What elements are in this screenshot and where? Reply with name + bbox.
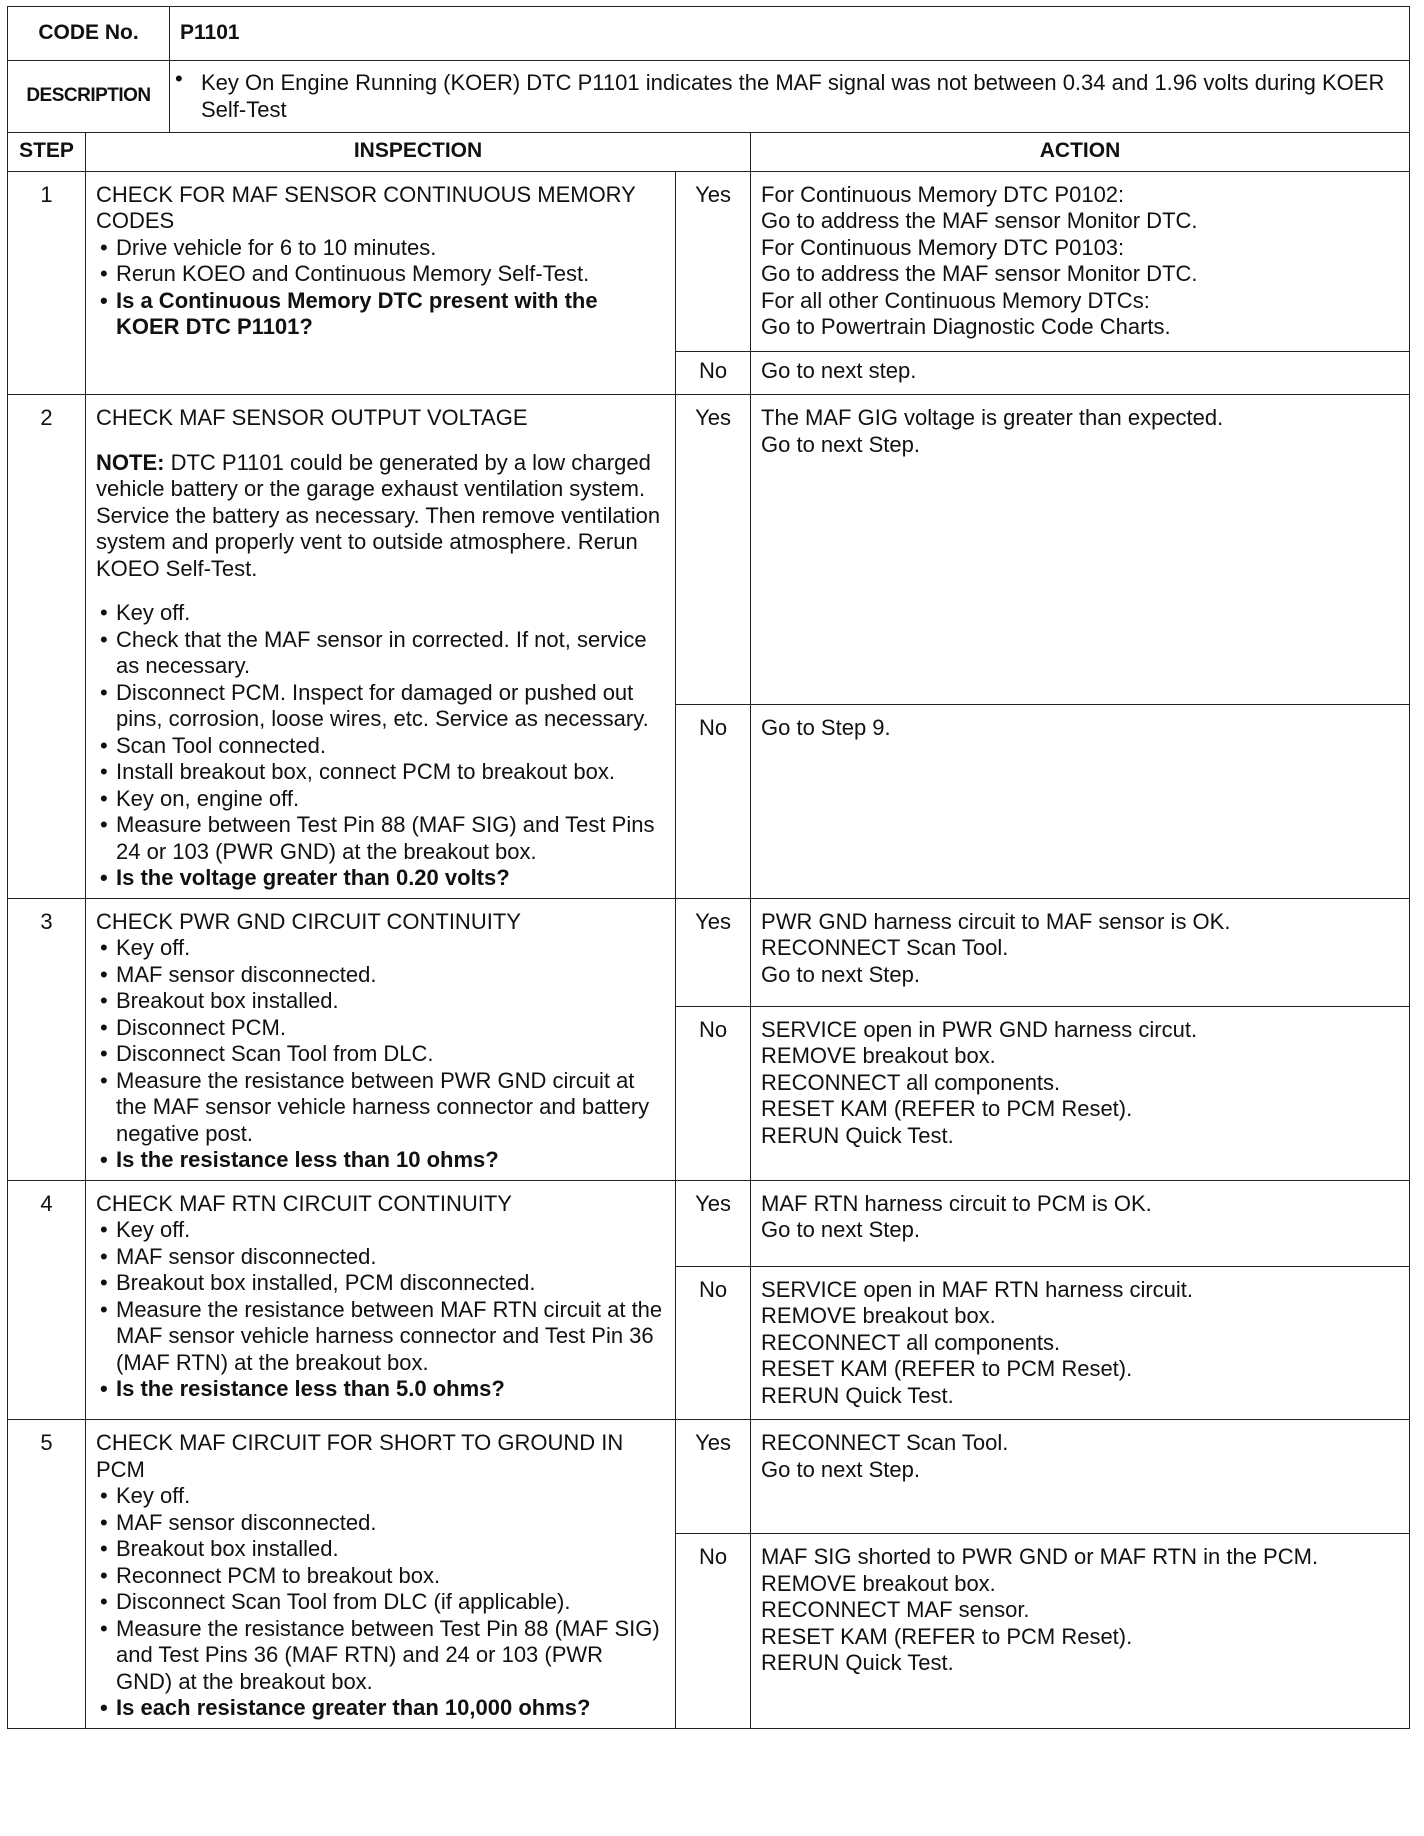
no-action [751,1534,1410,1729]
action-line: REMOVE breakout box. [761,1570,996,1596]
step-title: CHECK FOR MAF SENSOR CONTINUOUS MEMORY CODES [96,181,636,233]
step-item: • Key off. [96,600,665,627]
step-number: 4 [8,1180,86,1420]
code-label: CODE No. [8,7,170,61]
step-item: • Disconnect Scan Tool from DLC. [96,1041,665,1068]
action-header: ACTION [751,132,1410,171]
action-line: For all other Continuous Memory DTCs: [761,287,1150,313]
step-item: • Check that the MAF sensor in corrected. If not, service as necessary. [96,627,665,680]
step-item: • Reconnect PCM to breakout box. [96,1563,665,1590]
yes-action [751,395,1410,705]
no-label: No [676,705,751,899]
step-item: • Scan Tool connected. [96,733,665,760]
action-line: SERVICE open in PWR GND harness circut. [761,1016,1198,1042]
no-label: No [676,1534,751,1729]
step-item: • Breakout box installed. [96,988,665,1015]
step-question: • Is the voltage greater than 0.20 volts? [96,865,665,892]
description-cell [170,61,1410,133]
action-line: For Continuous Memory DTC P0103: [761,234,1125,260]
action-line: Go to Powertrain Diagnostic Code Charts. [761,314,1171,339]
action-line: Go to next Step. [761,431,920,457]
no-label: No [676,351,751,395]
step-question: • Is the resistance less than 10 ohms? [96,1147,665,1174]
step-number: 2 [8,395,86,899]
note-label: NOTE: [96,449,165,475]
step-item: • Measure the resistance between MAF RTN circuit at the MAF sensor vehicle harness connector and Test Pin 36 (MAF RTN) at the breakout box. [96,1297,665,1377]
no-action [751,1266,1410,1420]
yes-action [751,898,1410,1006]
step-item: • Breakout box installed, PCM disconnected. [96,1270,665,1297]
step-item: • Measure the resistance between Test Pin 88 (MAF SIG) and Test Pins 36 (MAF RTN) and 24 or 103 (PWR GND) at the breakout box. [96,1616,665,1696]
step-item: • Key off. [96,1483,665,1510]
no-label: No [676,1006,751,1180]
step-note [96,450,665,583]
action-line: PWR GND harness circuit to MAF sensor is OK. [761,908,1231,934]
action-line: RECONNECT MAF sensor. [761,1597,1030,1622]
step-header: STEP [8,132,86,171]
action-line: MAF SIG shorted to PWR GND or MAF RTN in the PCM. [761,1544,1319,1569]
step-item: • Disconnect PCM. [96,1015,665,1042]
header-table [7,6,1410,133]
yes-label: Yes [676,395,751,705]
step-question: • Is a Continuous Memory DTC present with the KOER DTC P1101? [96,288,665,341]
step-item: • Rerun KOEO and Continuous Memory Self-Test. [96,261,665,288]
action-line: RESET KAM (REFER to PCM Reset). [761,1096,1133,1121]
yes-label: Yes [676,1180,751,1266]
action-line: RECONNECT all components. [761,1329,1061,1355]
action-line: MAF RTN harness circuit to PCM is OK. [761,1190,1152,1216]
step-item: • Disconnect PCM. Inspect for damaged or pushed out pins, corrosion, loose wires, etc. Service as necessary. [96,680,665,733]
action-line: REMOVE breakout box. [761,1303,996,1328]
step-item: • MAF sensor disconnected. [96,1244,665,1271]
step-inspection [86,1180,676,1420]
yes-action [751,1180,1410,1266]
yes-label: Yes [676,898,751,1006]
step-item: • Drive vehicle for 6 to 10 minutes. [96,235,665,262]
step-item: • Measure between Test Pin 88 (MAF SIG) and Test Pins 24 or 103 (PWR GND) at the breakout box. [96,812,665,865]
description-label: DESCRIPTION [8,61,170,133]
step-item: • Disconnect Scan Tool from DLC (if applicable). [96,1589,665,1616]
action-line: Go to Step 9. [761,715,891,740]
step-item: • Key off. [96,1217,665,1244]
yes-label: Yes [676,171,751,351]
step-inspection [86,898,676,1180]
step-number: 5 [8,1420,86,1729]
no-action [751,705,1410,899]
step-inspection [86,171,676,395]
yes-action [751,171,1410,351]
code-value: P1101 [170,7,1410,61]
step-number: 1 [8,171,86,395]
steps-table [7,132,1410,1729]
step-inspection [86,1420,676,1729]
diagnostic-page [7,6,1410,1729]
action-line: RESET KAM (REFER to PCM Reset). [761,1356,1133,1381]
action-line: RECONNECT Scan Tool. [761,935,1009,960]
step-number: 3 [8,898,86,1180]
action-line: Go to next Step. [761,1217,920,1242]
step-question: • Is each resistance greater than 10,000 ohms? [96,1695,665,1722]
no-action [751,351,1410,395]
action-line: RERUN Quick Test. [761,1122,954,1148]
action-line: Go to address the MAF sensor Monitor DTC. [761,261,1198,286]
step-title: CHECK PWR GND CIRCUIT CONTINUITY [96,908,521,934]
action-line: RESET KAM (REFER to PCM Reset). [761,1623,1133,1649]
step-item: • Measure the resistance between PWR GND circuit at the MAF sensor vehicle harness connector and battery negative post. [96,1068,665,1148]
action-line: Go to next Step. [761,1456,920,1482]
note-text: DTC P1101 could be generated by a low charged vehicle battery or the garage exhaust ventilation system. Service the battery as necessary. Then remove ventilation system and properly vent to outside atmosphere. Rerun KOEO Self-Test. [96,449,661,581]
action-line: Go to next Step. [761,961,920,987]
action-line: For Continuous Memory DTC P0102: [761,181,1125,207]
yes-action [751,1420,1410,1534]
description-text: • Key On Engine Running (KOER) DTC P1101 indicates the MAF signal was not between 0.34 and 1.96 volts during KOER Self-Test [171,66,1408,127]
step-question: • Is the resistance less than 5.0 ohms? [96,1376,665,1403]
action-line: RERUN Quick Test. [761,1382,954,1408]
action-line: Go to address the MAF sensor Monitor DTC. [761,208,1198,233]
action-line: RECONNECT all components. [761,1069,1061,1095]
step-title: CHECK MAF SENSOR OUTPUT VOLTAGE [96,405,528,430]
no-action [751,1006,1410,1180]
action-line: RECONNECT Scan Tool. [761,1430,1009,1455]
action-line: The MAF GIG voltage is greater than expected. [761,405,1224,430]
step-title: CHECK MAF CIRCUIT FOR SHORT TO GROUND IN PCM [96,1430,624,1482]
no-label: No [676,1266,751,1420]
action-line: RERUN Quick Test. [761,1650,954,1675]
action-line: Go to next step. [761,357,917,383]
step-item: • MAF sensor disconnected. [96,962,665,989]
action-line: SERVICE open in MAF RTN harness circuit. [761,1276,1194,1302]
action-line: REMOVE breakout box. [761,1043,996,1068]
step-inspection [86,395,676,899]
step-item: • MAF sensor disconnected. [96,1510,665,1537]
inspection-header: INSPECTION [86,132,751,171]
step-item: • Key off. [96,935,665,962]
step-title: CHECK MAF RTN CIRCUIT CONTINUITY [96,1190,512,1216]
step-item: • Install breakout box, connect PCM to breakout box. [96,759,665,786]
step-item: • Breakout box installed. [96,1536,665,1563]
yes-label: Yes [676,1420,751,1534]
step-item: • Key on, engine off. [96,786,665,813]
